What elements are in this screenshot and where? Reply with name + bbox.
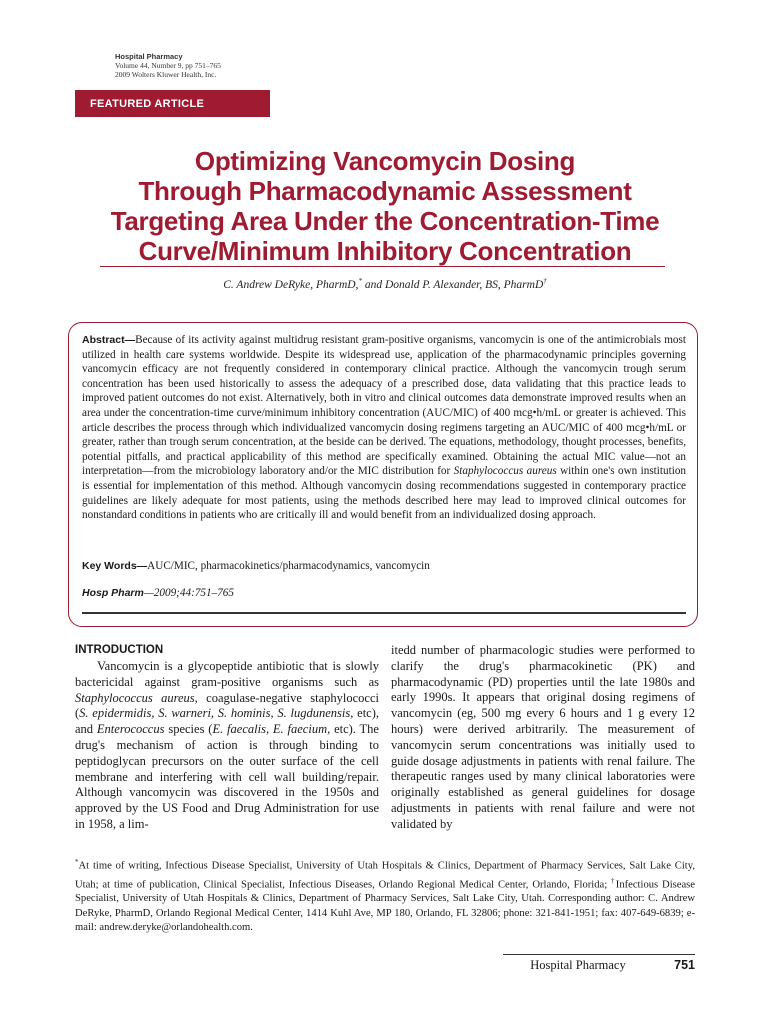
species-name: E. faecalis, E. faecium, xyxy=(212,722,331,737)
section-divider xyxy=(82,612,686,614)
footer-divider xyxy=(503,954,695,955)
species-name: Enterococcus xyxy=(96,722,165,737)
intro-paragraph xyxy=(75,659,379,833)
title-line: Curve/Minimum Inhibitory Concentration xyxy=(138,236,632,266)
abstract xyxy=(82,333,686,523)
author-2: Donald P. Alexander, BS, PharmD xyxy=(384,278,544,291)
body-text: etc). The drug's mechanism of action is through binding to peptidoglycan precursors on the outer surface of the cell membrane and interfering with cell wall building/repair. Although vancomycin was discovered in the 1950s and approved by the US Food and Drug Administration for use in 1958, a lim- xyxy=(75,722,379,831)
keywords-label: Key Words— xyxy=(82,560,148,572)
section-heading: INTRODUCTION xyxy=(75,644,164,656)
footnote-2: Infectious Disease Specialist, University of Utah Hospitals & Clinics, Department of Pharmacy Services, Salt Lake City, Utah. Corresponding author: C. Andrew DeRyke, PharmD, Orlando Regional Medical Center, 1414 Kuhl Ave, MP 180, Orlando, FL 32806; phone: 321-841-1951; fax: 407-649-6839; e-mail: andrew.deryke@orlandohealth.com. xyxy=(75,879,695,933)
title-divider xyxy=(100,266,665,267)
author-line xyxy=(75,277,695,291)
footnote-mark-2: † xyxy=(611,876,616,885)
keywords xyxy=(82,559,686,573)
abstract-body-2: within one's own institution is essential for implementation of this method. Although vancomycin dosing recommendations suggested in contemporary practice guidelines are likely adequate for most patients, using the methods described here may lead to improved clinical outcomes for nonstandard conditions in patients who are critically ill and would benefit from an individualized dosing approach. xyxy=(82,465,687,522)
footnotes xyxy=(75,855,695,935)
body-column-left xyxy=(75,643,379,833)
body-column-right xyxy=(391,643,695,833)
volume-info: Volume 44, Number 9, pp 751–765 xyxy=(115,61,221,70)
journal-masthead xyxy=(115,52,221,79)
footer-journal-name: Hospital Pharmacy xyxy=(530,958,626,972)
abstract-organism: Staphylococcus aureus xyxy=(453,465,557,478)
abstract-body: Because of its activity against multidrug resistant gram-positive organisms, vancomycin is one of the antimicrobials most utilized in health care systems worldwide. Despite its widespread use, application of the pharmacodynamic principles governing vancomycin efficacy are not frequently considered in contemporary clinical practice. Although the vancomycin trough serum concentration has been used historically to assess the adequacy of a prescribed dose, data validating that this practice leads to improved patient outcomes do not exist. Alternatively, both in vitro and clinical outcomes data demonstrate improved results when an area under the concentration-time curve/minimum inhibitory concentration (AUC/MIC) of 400 mcg•h/mL or greater is achieved. This article describes the process through which individualized vancomycin dosing regimens targeting an AUC/MIC of 400 mcg•h/mL or greater, rather than trough serum concentration, at the beside can be derived. The equations, methodology, thought processes, benefits, potential pitfalls, and practical applicability of this method are specifically examined. Obtaining the actual MIC value—not an interpretation—from the microbiology laboratory and/or the MIC distribution for xyxy=(82,334,686,478)
author-1: C. Andrew DeRyke, PharmD, xyxy=(223,278,359,291)
body-text: coagulase-negative staphylococci ( xyxy=(75,690,379,721)
citation-text: —2009;44:751–765 xyxy=(143,587,234,599)
page-number: 751 xyxy=(674,958,695,972)
species-name: S. epidermidis, S. warneri, S. hominis, S. lugdunensis, xyxy=(79,706,354,721)
keywords-text: AUC/MIC, pharmacokinetics/pharmacodynamics, vancomycin xyxy=(147,560,430,572)
abstract-label: Abstract— xyxy=(82,334,136,346)
author-1-mark: * xyxy=(358,277,362,285)
article-title xyxy=(75,146,695,266)
citation xyxy=(82,586,686,600)
author-conjunction: and xyxy=(361,278,385,291)
body-text: Vancomycin is a glycopeptide antibiotic that is slowly bactericidal against gram-positive organisms such as xyxy=(75,659,379,689)
species-name: Staphylococcus aureus, xyxy=(75,690,198,705)
author-2-mark: † xyxy=(543,277,547,285)
footnote-mark-1: * xyxy=(75,858,79,866)
citation-label: Hosp Pharm xyxy=(82,587,144,599)
copyright: 2009 Wolters Kluwer Health, Inc. xyxy=(115,70,217,79)
title-line: Through Pharmacodynamic Assessment xyxy=(138,176,632,206)
body-text: species ( xyxy=(164,722,213,737)
journal-name: Hospital Pharmacy xyxy=(115,52,183,61)
title-line: Targeting Area Under the Concentration-Time xyxy=(110,206,660,236)
body-text: etc), and xyxy=(75,706,380,737)
intro-paragraph-continued xyxy=(391,643,695,833)
body-text: itedd number of pharmacologic studies were performed to clarify the drug's pharmacokinetic (PK) and pharmacodynamic (PD) properties until the late 1980s and early 1990s. It appears that original dosing regimens of vancomycin (eg, 500 mg every 6 hours and 1 g every 12 hours) were derived arbitrarily. The measurement of vancomycin serum concentrations was initially used to guide dosage adjustments in patients with renal failure. The therapeutic ranges used by many clinical laboratories were originally established as general guidelines for dosage adjustments in patients with renal failure and were not validated by xyxy=(391,643,695,831)
footnote-1: At time of writing, Infectious Disease Specialist, University of Utah Hospitals & Clinics, Department of Pharmacy Services, Salt Lake City, Utah; at time of publication, Clinical Specialist, Infectious Diseases, Orlando Regional Medical Center, Orlando, Florida; xyxy=(75,860,695,891)
title-line: Optimizing Vancomycin Dosing xyxy=(194,146,576,176)
featured-article-banner: FEATURED ARTICLE xyxy=(75,90,270,117)
